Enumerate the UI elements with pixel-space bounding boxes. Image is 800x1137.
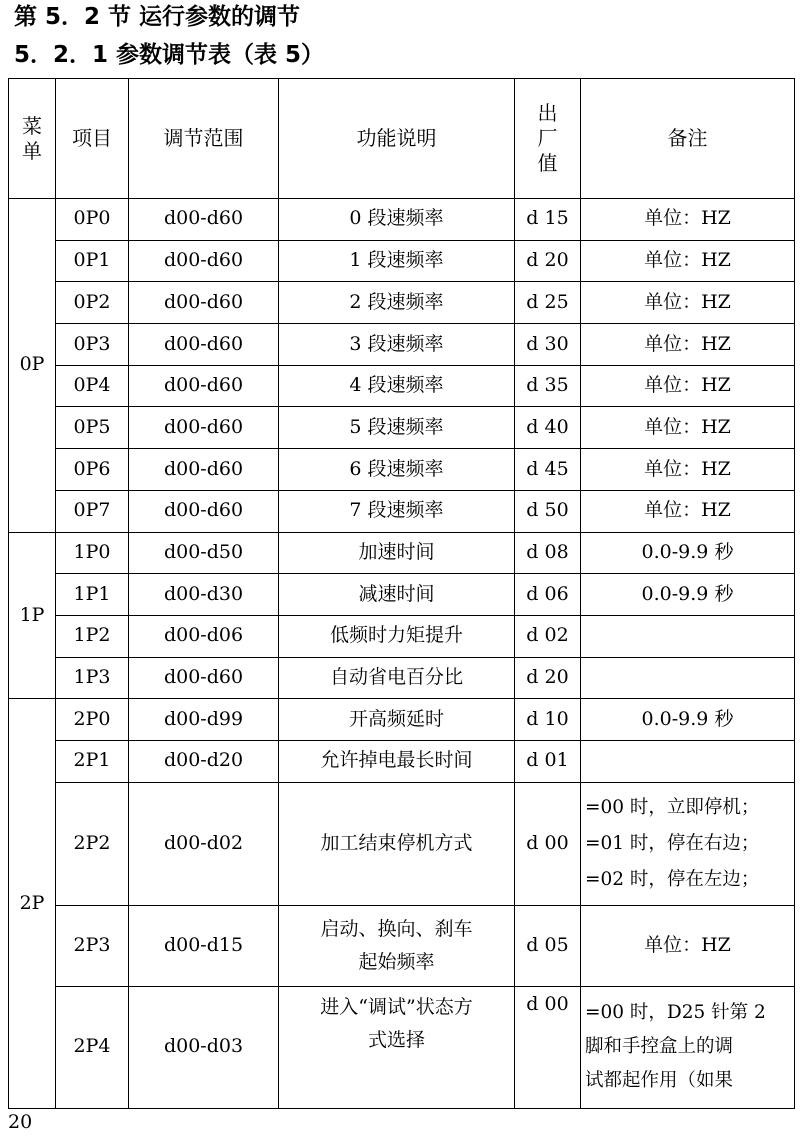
function-cell: 允许掉电最长时间 — [279, 740, 515, 782]
note-cell — [581, 986, 795, 1108]
table-header-row — [9, 79, 795, 199]
note-cell: 单位：HZ — [581, 490, 795, 532]
item-cell: 2P1 — [56, 740, 129, 782]
function-cell: 0 段速频率 — [279, 199, 515, 241]
note-cell: 单位：HZ — [581, 324, 795, 366]
note-text: =00 时，D25 针第 2 脚和手控盒上的调 试都起作用（如果 — [585, 1001, 766, 1092]
header-menu-text: 菜 单 — [22, 113, 42, 163]
group-cell-0p: 0P — [9, 199, 56, 533]
default-cell: d 02 — [515, 615, 581, 657]
item-cell: 0P1 — [56, 240, 129, 282]
note-cell: 单位：HZ — [581, 199, 795, 241]
default-cell: d 35 — [515, 365, 581, 407]
item-cell: 2P0 — [56, 699, 129, 741]
range-cell: d00-d60 — [129, 449, 279, 491]
function-text: 启动、换向、刹车 起始频率 — [320, 918, 473, 973]
table-row — [9, 740, 795, 782]
function-cell: 自动省电百分比 — [279, 657, 515, 699]
item-cell: 2P4 — [56, 986, 129, 1108]
default-cell: d 01 — [515, 740, 581, 782]
table-row — [9, 699, 795, 741]
note-cell: 单位：HZ — [581, 407, 795, 449]
default-cell: d 20 — [515, 657, 581, 699]
note-cell: 0.0-9.9 秒 — [581, 532, 795, 574]
note-cell — [581, 657, 795, 699]
range-cell: d00-d03 — [129, 986, 279, 1108]
table-row — [9, 615, 795, 657]
range-cell: d00-d15 — [129, 905, 279, 986]
range-cell: d00-d02 — [129, 782, 279, 905]
header-item: 项目 — [56, 79, 129, 199]
range-cell: d00-d60 — [129, 365, 279, 407]
item-cell: 2P2 — [56, 782, 129, 905]
default-cell: d 45 — [515, 449, 581, 491]
default-cell: d 10 — [515, 699, 581, 741]
function-cell: 1 段速频率 — [279, 240, 515, 282]
note-cell — [581, 782, 795, 905]
range-cell: d00-d60 — [129, 282, 279, 324]
note-cell: 单位：HZ — [581, 282, 795, 324]
group-cell-2p: 2P — [9, 699, 56, 1108]
item-cell: 0P7 — [56, 490, 129, 532]
table-row — [9, 986, 795, 1108]
function-cell: 加速时间 — [279, 532, 515, 574]
range-cell: d00-d60 — [129, 407, 279, 449]
item-cell: 0P6 — [56, 449, 129, 491]
header-default — [515, 79, 581, 199]
table-row — [9, 574, 795, 616]
range-cell: d00-d20 — [129, 740, 279, 782]
function-cell — [279, 986, 515, 1108]
default-cell: d 06 — [515, 574, 581, 616]
note-cell — [581, 615, 795, 657]
function-cell: 5 段速频率 — [279, 407, 515, 449]
page-number: 20 — [8, 1111, 33, 1133]
parameter-table — [8, 78, 795, 1109]
table-row — [9, 240, 795, 282]
item-cell: 0P2 — [56, 282, 129, 324]
note-text: =00 时，立即停机； =01 时，停在右边； =02 时，停在左边； — [585, 796, 760, 890]
function-cell: 6 段速频率 — [279, 449, 515, 491]
range-cell: d00-d60 — [129, 657, 279, 699]
note-cell: 单位：HZ — [581, 905, 795, 986]
table-row — [9, 657, 795, 699]
note-cell: 单位：HZ — [581, 240, 795, 282]
default-cell: d 25 — [515, 282, 581, 324]
table-row — [9, 449, 795, 491]
header-function: 功能说明 — [279, 79, 515, 199]
header-menu — [9, 79, 56, 199]
function-text: 进入“调试”状态方 式选择 — [320, 995, 473, 1051]
table-row — [9, 407, 795, 449]
range-cell: d00-d50 — [129, 532, 279, 574]
default-cell: d 08 — [515, 532, 581, 574]
function-cell: 3 段速频率 — [279, 324, 515, 366]
range-cell: d00-d06 — [129, 615, 279, 657]
range-cell: d00-d60 — [129, 490, 279, 532]
default-cell: d 20 — [515, 240, 581, 282]
table-row — [9, 490, 795, 532]
item-cell: 1P3 — [56, 657, 129, 699]
group-cell-1p: 1P — [9, 532, 56, 699]
range-cell: d00-d60 — [129, 324, 279, 366]
table-row — [9, 365, 795, 407]
default-cell: d 50 — [515, 490, 581, 532]
item-cell: 0P4 — [56, 365, 129, 407]
note-cell: 单位：HZ — [581, 449, 795, 491]
item-cell: 1P2 — [56, 615, 129, 657]
subsection-heading: 5．2．1 参数调节表（表 5） — [14, 42, 325, 68]
item-cell: 0P5 — [56, 407, 129, 449]
function-cell: 低频时力矩提升 — [279, 615, 515, 657]
range-cell: d00-d60 — [129, 199, 279, 241]
default-cell: d 30 — [515, 324, 581, 366]
item-cell: 2P3 — [56, 905, 129, 986]
header-range: 调节范围 — [129, 79, 279, 199]
section-heading: 第 5．2 节 运行参数的调节 — [14, 4, 301, 30]
item-cell: 0P0 — [56, 199, 129, 241]
note-cell: 单位：HZ — [581, 365, 795, 407]
function-cell: 4 段速频率 — [279, 365, 515, 407]
table-row — [9, 782, 795, 905]
function-cell: 加工结束停机方式 — [279, 782, 515, 905]
default-text: d 00 — [526, 992, 569, 1015]
default-cell: d 00 — [515, 782, 581, 905]
function-cell: 减速时间 — [279, 574, 515, 616]
function-cell — [279, 905, 515, 986]
item-cell: 1P1 — [56, 574, 129, 616]
default-cell: d 05 — [515, 905, 581, 986]
default-cell: d 15 — [515, 199, 581, 241]
table-row — [9, 324, 795, 366]
header-default-text: 出 厂 值 — [537, 101, 558, 175]
function-cell: 2 段速频率 — [279, 282, 515, 324]
range-cell: d00-d30 — [129, 574, 279, 616]
function-cell: 7 段速频率 — [279, 490, 515, 532]
item-cell: 0P3 — [56, 324, 129, 366]
table-row — [9, 199, 795, 241]
default-cell — [515, 986, 581, 1108]
table-row — [9, 532, 795, 574]
function-cell: 开高频延时 — [279, 699, 515, 741]
table-row — [9, 905, 795, 986]
header-note: 备注 — [581, 79, 795, 199]
note-cell: 0.0-9.9 秒 — [581, 699, 795, 741]
table-row — [9, 282, 795, 324]
item-cell: 1P0 — [56, 532, 129, 574]
default-cell: d 40 — [515, 407, 581, 449]
range-cell: d00-d60 — [129, 240, 279, 282]
range-cell: d00-d99 — [129, 699, 279, 741]
note-cell — [581, 740, 795, 782]
note-cell: 0.0-9.9 秒 — [581, 574, 795, 616]
